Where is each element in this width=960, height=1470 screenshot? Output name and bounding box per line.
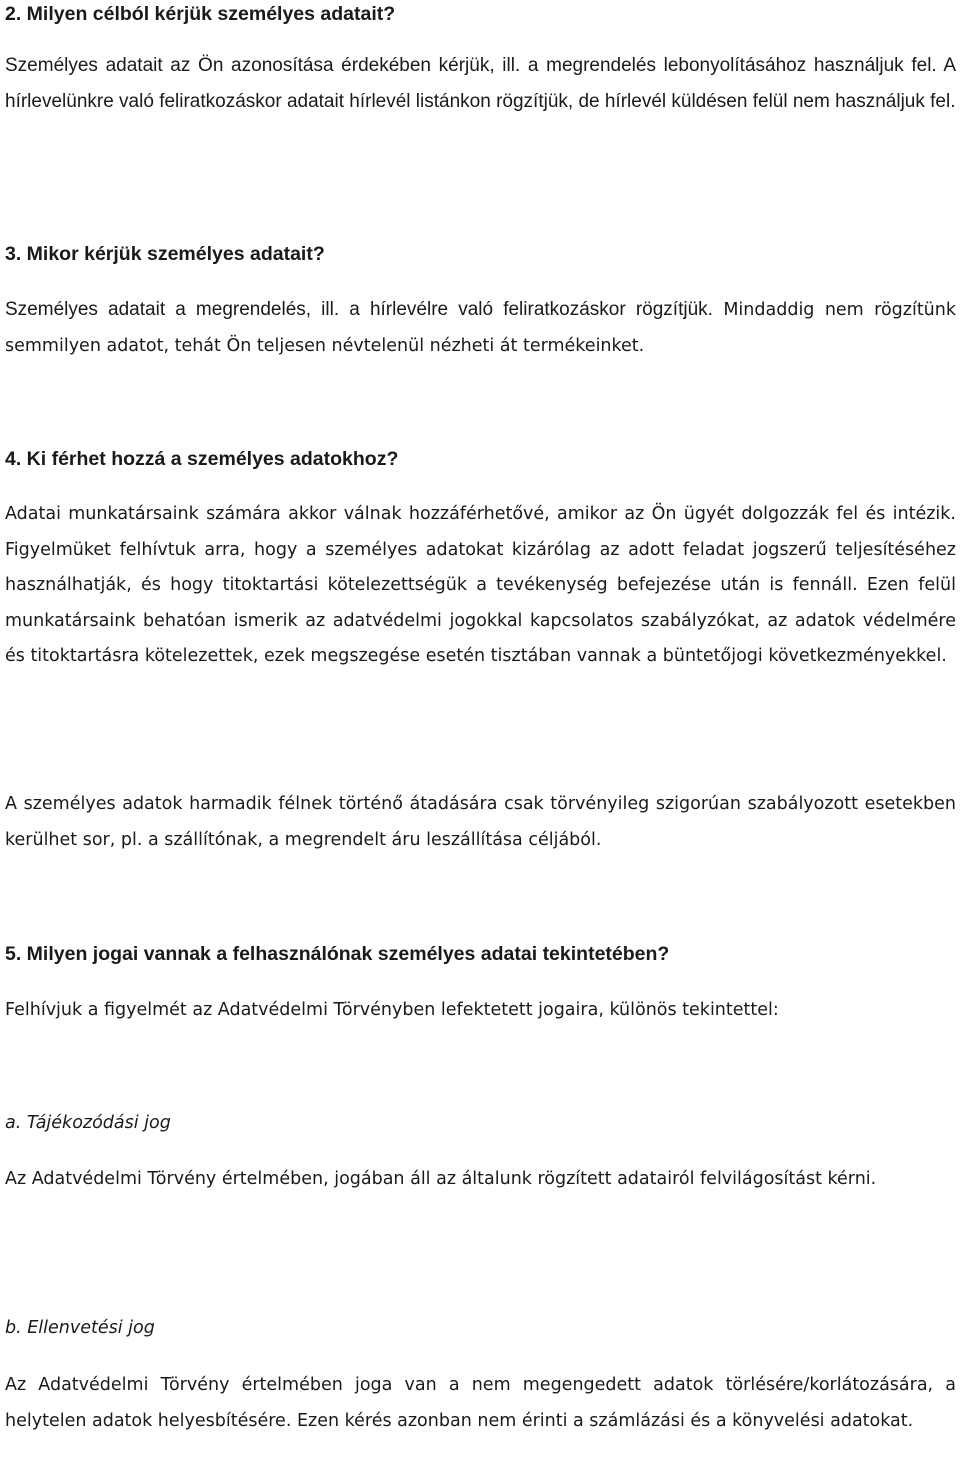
section-5b-title: b. Ellenvetési jog [5,1318,155,1338]
section-4-body: Adatai munkatársaink számára akkor válnak hozzáférhetővé, amikor az Ön ügyét dolgozzák fel és intézik. Figyelmüket felhívtuk arra, hogy a személyes adatokat kizárólag az adott feladat jogszerű teljesítéséhez használhatják, és hogy titoktartási kötelezettségük a tevékenység befejezése után is fennáll. Ezen felül munkatársaink behatóan ismerik az adatvédelmi jogokkal kapcsolatos szabályzókat, az adatok védelmére és titoktartásra kötelezettek, ezek megszegése esetén tisztában vannak a büntetőjogi következményekkel. [5,504,956,666]
section-2-heading: 2. Milyen célból kérjük személyes adatait? [5,3,396,25]
section-4-heading: 4. Ki férhet hozzá a személyes adatokhoz? [5,448,399,470]
section-5-body: Felhívjuk a figyelmét az Adatvédelmi Törvényben lefektetett jogaira, különös tekintettel: [5,1000,779,1020]
section-3-body [5,292,956,364]
section-5a-body: Az Adatvédelmi Törvény értelmében, jogában áll az általunk rögzített adatairól felvilágosítást kérni. [5,1169,877,1189]
section-5b-body: Az Adatvédelmi Törvény értelmében joga van a nem megengedett adatok törlésére/korlátozására, a helytelen adatok helyesbítésére. Ezen kérés azonban nem érinti a számlázási és a könyvelési adatokat. [5,1375,956,1431]
section-5a-title: a. Tájékozódási jog [5,1113,171,1133]
section-2-body: Személyes adatait az Ön azonosítása érdekében kérjük, ill. a megrendelés lebonyolításához használjuk fel. A hírlevelünkre való feliratkozáskor adatait hírlevél listánkon rögzítjük, de hírlevél küldésen felül nem használjuk fel. [5,55,956,112]
section-5-heading: 5. Milyen jogai vannak a felhasználónak személyes adatai tekintetében? [5,943,670,965]
section-3-body-part1: Személyes adatait a megrendelés, ill. a hírlevélre való feliratkozáskor rögzítjük. [5,299,713,320]
section-3-body-part2: Mindaddig nem rögzítünk semmilyen adatot, tehát Ön teljesen névtelenül nézheti át termékeinket. [5,300,956,356]
section-4-body-2: A személyes adatok harmadik félnek történő átadására csak törvényileg szigorúan szabályozott esetekben kerülhet sor, pl. a szállítónak, a megrendelt áru leszállítása céljából. [5,794,956,850]
section-3-heading: 3. Mikor kérjük személyes adatait? [5,243,325,265]
